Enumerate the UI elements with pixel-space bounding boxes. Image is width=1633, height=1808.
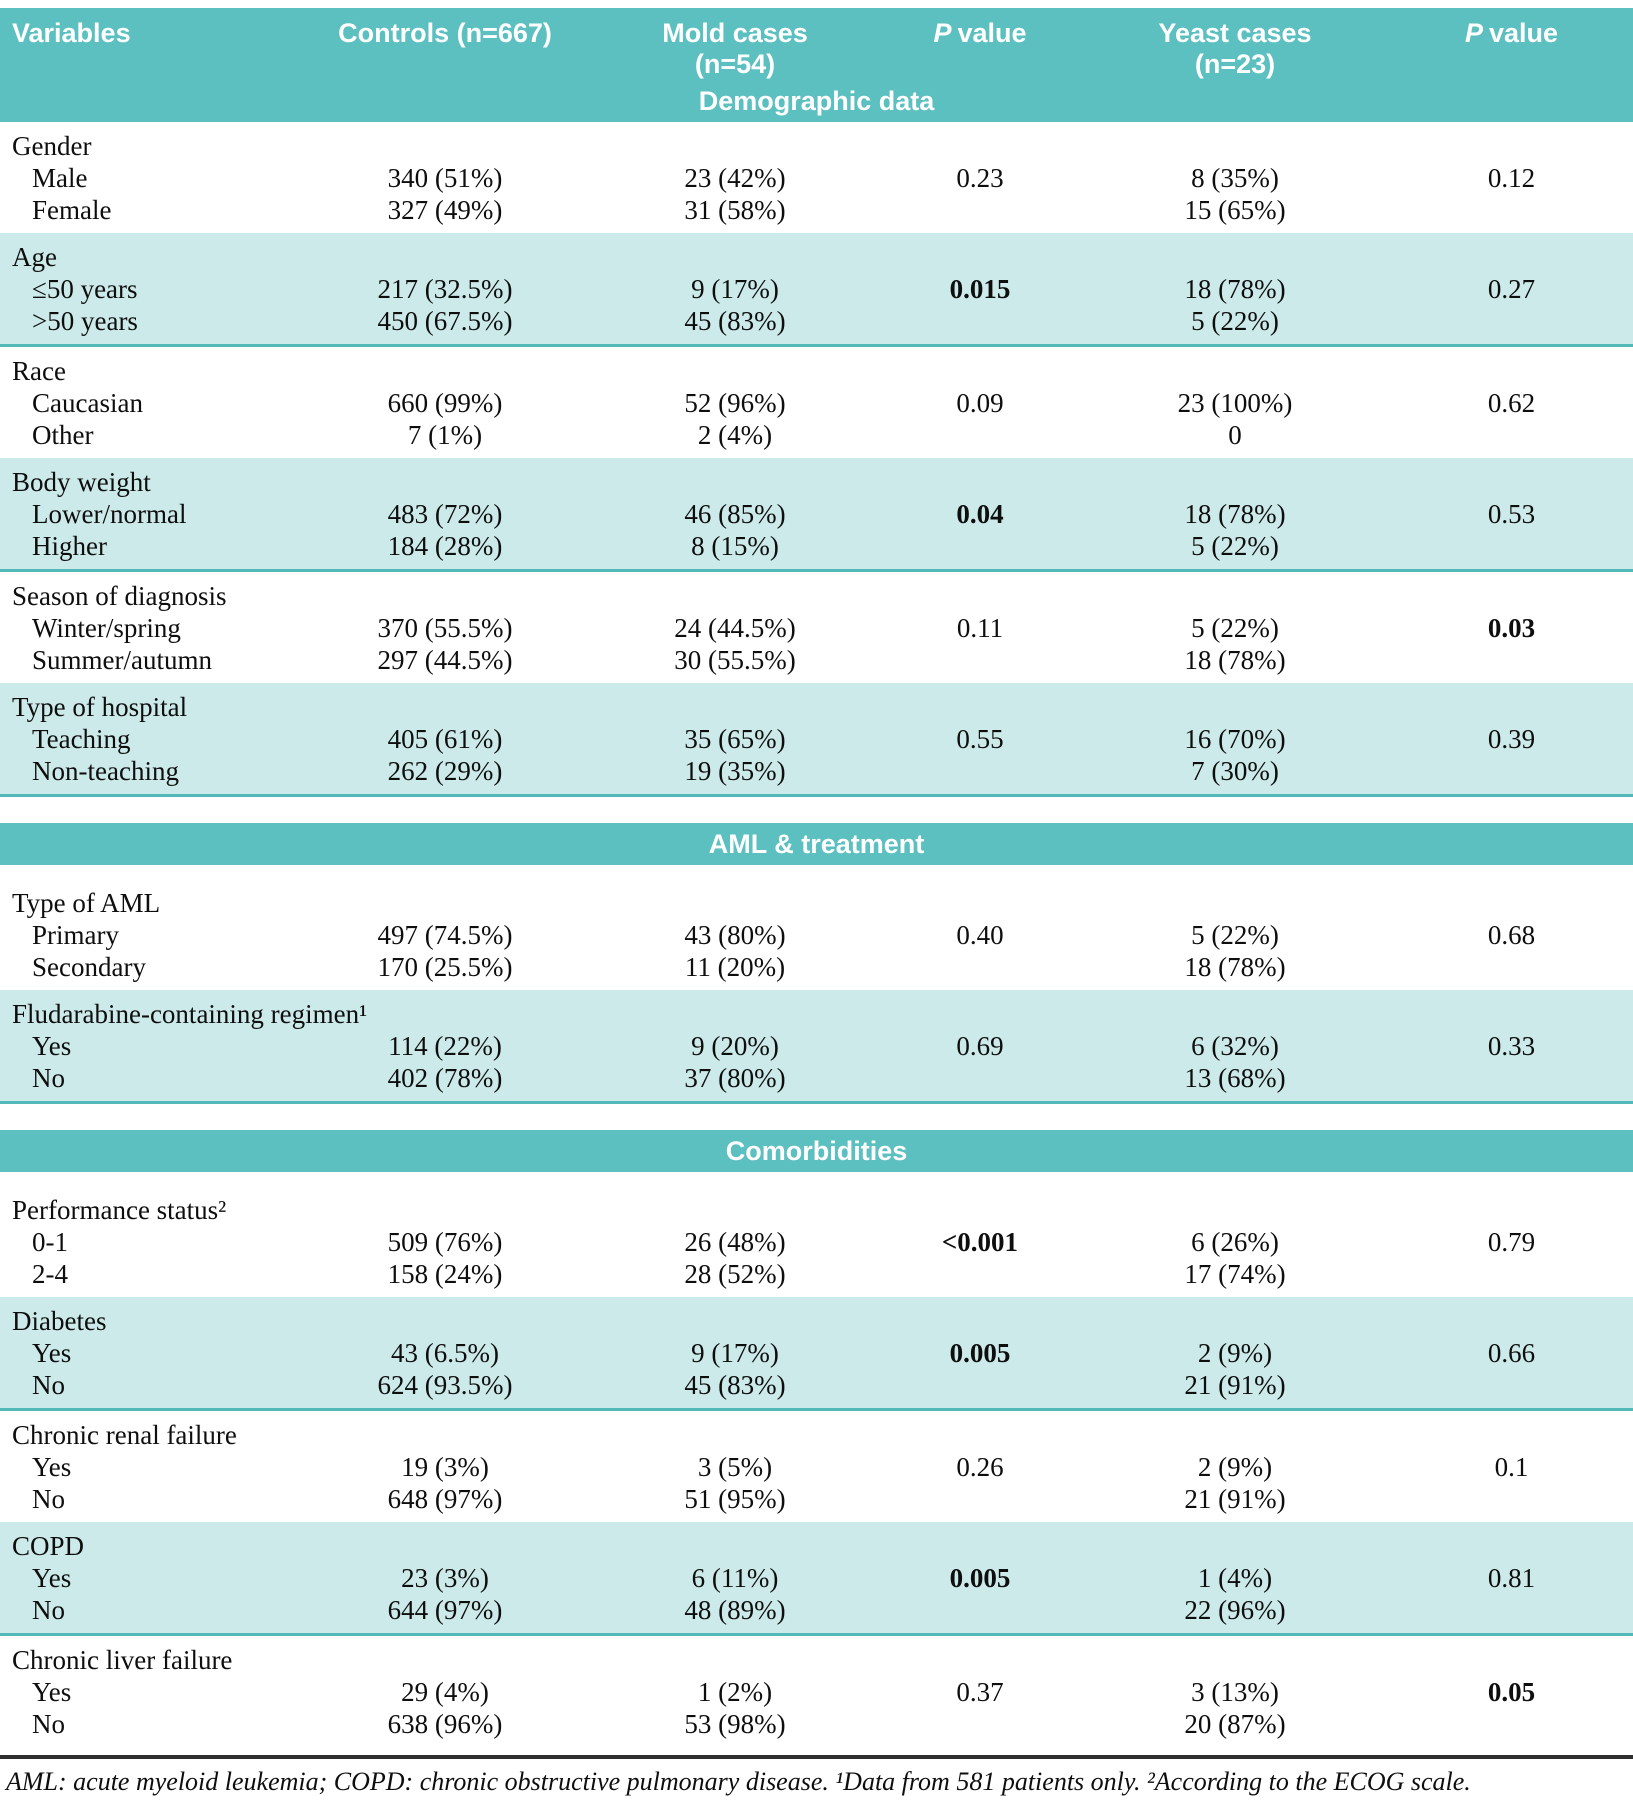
- cell-controls: 29 (4%): [401, 1677, 489, 1707]
- row-label: Male: [32, 163, 88, 193]
- cell-controls: 660 (99%): [387, 388, 503, 418]
- column-header-mold-line1: Mold cases: [662, 18, 808, 48]
- cell-yeast-cases: 3 (13%): [1191, 1677, 1279, 1707]
- row-label: >50 years: [32, 306, 138, 336]
- data-row: [0, 723, 1633, 755]
- cell-p-value-mold: 0.23: [956, 163, 1004, 193]
- cell-p-value-mold: 0.04: [956, 499, 1004, 529]
- cell-yeast-cases: 2 (9%): [1197, 1338, 1273, 1368]
- row-label: Yes: [32, 1563, 72, 1593]
- cell-mold-cases: 1 (2%): [697, 1677, 773, 1707]
- group-label: Type of hospital: [12, 692, 188, 722]
- cell-mold-cases: 9 (17%): [691, 274, 779, 304]
- cell-controls: 297 (44.5%): [377, 645, 513, 675]
- cell-yeast-cases: 2 (9%): [1197, 1452, 1273, 1482]
- data-row: [0, 1451, 1633, 1483]
- group-label: Race: [12, 356, 66, 386]
- cell-mold-cases: 19 (35%): [684, 756, 786, 786]
- group-label-row: [0, 1305, 1633, 1337]
- group-label-row: [0, 130, 1633, 162]
- group-label: Body weight: [12, 467, 151, 497]
- row-label: Other: [32, 420, 94, 450]
- data-row: [0, 194, 1633, 226]
- data-row: [0, 530, 1633, 562]
- row-label: Teaching: [32, 724, 131, 754]
- group-label-row: [0, 998, 1633, 1030]
- row-label: 0-1: [32, 1227, 68, 1257]
- data-row: [0, 162, 1633, 194]
- row-label: Primary: [32, 920, 119, 950]
- cell-controls: 184 (28%): [387, 531, 503, 561]
- data-row: [0, 1676, 1633, 1708]
- variable-group: [0, 458, 1633, 572]
- group-label-row: [0, 580, 1633, 612]
- cell-yeast-cases: 5 (22%): [1191, 920, 1279, 950]
- cell-p-value-yeast: 0.66: [1487, 1338, 1536, 1368]
- cell-yeast-cases: 0: [1228, 420, 1242, 450]
- cell-mold-cases: 28 (52%): [684, 1259, 786, 1289]
- cell-mold-cases: 24 (44.5%): [674, 613, 796, 643]
- cell-yeast-cases: 16 (70%): [1184, 724, 1286, 754]
- cell-p-value-mold: [880, 530, 1080, 562]
- row-label: Higher: [32, 531, 107, 561]
- row-label: 2-4: [32, 1259, 68, 1289]
- cell-p-value-yeast: [1390, 1708, 1633, 1740]
- cell-yeast-cases: 15 (65%): [1184, 195, 1286, 225]
- data-row: [0, 305, 1633, 337]
- group-label-row: [0, 1530, 1633, 1562]
- cell-yeast-cases: 22 (96%): [1184, 1595, 1286, 1625]
- table-header-band: [0, 8, 1633, 122]
- cell-p-value-yeast: 0.81: [1487, 1563, 1536, 1593]
- data-row: [0, 498, 1633, 530]
- cell-yeast-cases: 21 (91%): [1184, 1370, 1286, 1400]
- group-label: COPD: [12, 1531, 85, 1561]
- row-label: No: [32, 1595, 65, 1625]
- p-rest: value: [1488, 18, 1559, 48]
- column-header-mold-cases: [590, 18, 880, 80]
- cell-p-value-yeast: [1390, 305, 1633, 337]
- cell-p-value-yeast: 0.1: [1494, 1452, 1529, 1482]
- cell-yeast-cases: 18 (78%): [1184, 645, 1286, 675]
- section-title-demographic-data: Demographic data: [698, 86, 935, 116]
- cell-p-value-mold: [880, 1369, 1080, 1401]
- cell-mold-cases: 51 (95%): [684, 1484, 786, 1514]
- cell-p-value-mold: [880, 1708, 1080, 1740]
- group-label-row: [0, 1194, 1633, 1226]
- cell-p-value-mold: 0.55: [956, 724, 1004, 754]
- cell-yeast-cases: 1 (4%): [1197, 1563, 1273, 1593]
- cell-p-value-yeast: [1390, 1594, 1633, 1626]
- cell-p-value-mold: [880, 1258, 1080, 1290]
- cell-controls: 43 (6.5%): [391, 1338, 499, 1368]
- row-label: Non-teaching: [32, 756, 179, 786]
- data-row: [0, 1708, 1633, 1740]
- cell-mold-cases: 11 (20%): [684, 952, 786, 982]
- data-row: [0, 273, 1633, 305]
- section-comorbidities: [0, 1186, 1633, 1747]
- cell-yeast-cases: 8 (35%): [1191, 163, 1279, 193]
- row-label: Yes: [32, 1452, 72, 1482]
- cell-controls: 644 (97%): [387, 1595, 503, 1625]
- cell-p-value-mold: 0.005: [949, 1563, 1011, 1593]
- cell-p-value-mold: [880, 1594, 1080, 1626]
- cell-p-value-yeast: [1390, 1369, 1633, 1401]
- cell-p-value-yeast: [1390, 1483, 1633, 1515]
- cell-p-value-mold: 0.015: [949, 274, 1011, 304]
- group-label: Type of AML: [12, 888, 161, 918]
- group-label: Chronic renal failure: [12, 1420, 237, 1450]
- cell-p-value-yeast: 0.79: [1487, 1227, 1536, 1257]
- column-header-variables: Variables: [12, 18, 131, 48]
- row-label: No: [32, 1063, 65, 1093]
- row-label: Yes: [32, 1338, 72, 1368]
- cell-p-value-mold: 0.11: [956, 613, 1004, 643]
- cell-yeast-cases: 6 (32%): [1191, 1031, 1279, 1061]
- variable-group: [0, 1636, 1633, 1747]
- section-title-comorbidities: Comorbidities: [0, 1130, 1633, 1172]
- variable-group: [0, 1186, 1633, 1297]
- cell-yeast-cases: 18 (78%): [1184, 499, 1286, 529]
- variable-group: [0, 233, 1633, 347]
- section-aml-treatment: [0, 879, 1633, 1104]
- cell-mold-cases: 3 (5%): [697, 1452, 773, 1482]
- cell-mold-cases: 52 (96%): [684, 388, 786, 418]
- cell-yeast-cases: 20 (87%): [1184, 1709, 1286, 1739]
- cell-controls: 7 (1%): [407, 420, 483, 450]
- group-label-row: [0, 887, 1633, 919]
- data-row: [0, 644, 1633, 676]
- row-label: Summer/autumn: [32, 645, 212, 675]
- cell-p-value-mold: 0.37: [956, 1677, 1004, 1707]
- data-row: [0, 1030, 1633, 1062]
- cell-mold-cases: 2 (4%): [697, 420, 773, 450]
- row-label: Yes: [32, 1031, 72, 1061]
- cell-p-value-mold: <0.001: [941, 1227, 1019, 1257]
- cell-controls: 405 (61%): [387, 724, 503, 754]
- row-label: Caucasian: [32, 388, 143, 418]
- cell-controls: 170 (25.5%): [377, 952, 513, 982]
- cell-controls: 638 (96%): [387, 1709, 503, 1739]
- row-label: Female: [32, 195, 112, 225]
- cell-yeast-cases: 6 (26%): [1191, 1227, 1279, 1257]
- cell-p-value-yeast: 0.03: [1487, 613, 1536, 643]
- cell-mold-cases: 43 (80%): [684, 920, 786, 950]
- group-label: Performance status²: [12, 1195, 227, 1225]
- variable-group: [0, 990, 1633, 1104]
- cell-p-value-yeast: 0.12: [1487, 163, 1536, 193]
- cell-p-value-yeast: 0.68: [1487, 920, 1536, 950]
- cell-yeast-cases: 18 (78%): [1184, 274, 1286, 304]
- table-footnote: AML: acute myeloid leukemia; COPD: chronic obstructive pulmonary disease. ¹Data from 581 patients only. ²According to the ECOG scale.: [0, 1755, 1633, 1807]
- cell-p-value-yeast: [1390, 1258, 1633, 1290]
- data-row: [0, 1369, 1633, 1401]
- cell-yeast-cases: 13 (68%): [1184, 1063, 1286, 1093]
- cell-mold-cases: 30 (55.5%): [674, 645, 796, 675]
- cell-p-value-yeast: 0.33: [1487, 1031, 1536, 1061]
- cell-controls: 402 (78%): [387, 1063, 503, 1093]
- column-header-yeast-cases: [1080, 18, 1390, 80]
- variable-group: [0, 879, 1633, 990]
- group-label: Fludarabine-containing regimen¹: [12, 999, 368, 1029]
- row-label: Winter/spring: [32, 613, 181, 643]
- cell-p-value-mold: [880, 305, 1080, 337]
- cell-p-value-yeast: 0.53: [1487, 499, 1536, 529]
- cell-mold-cases: 31 (58%): [684, 195, 786, 225]
- group-label-row: [0, 466, 1633, 498]
- row-label: Lower/normal: [32, 499, 187, 529]
- cell-p-value-yeast: [1390, 644, 1633, 676]
- cell-p-value-mold: [880, 951, 1080, 983]
- variable-group: [0, 683, 1633, 797]
- cell-p-value-mold: [880, 1483, 1080, 1515]
- cell-p-value-mold: 0.69: [956, 1031, 1004, 1061]
- cell-mold-cases: 6 (11%): [691, 1563, 779, 1593]
- row-label: Yes: [32, 1677, 72, 1707]
- cell-p-value-yeast: 0.62: [1487, 388, 1536, 418]
- cell-controls: 450 (67.5%): [377, 306, 513, 336]
- group-label-row: [0, 355, 1633, 387]
- cell-p-value-yeast: [1390, 755, 1633, 787]
- data-row: [0, 1483, 1633, 1515]
- cell-p-value-mold: [880, 419, 1080, 451]
- section-title-aml-treatment: AML & treatment: [0, 823, 1633, 865]
- cell-mold-cases: 45 (83%): [684, 306, 786, 336]
- data-row: [0, 951, 1633, 983]
- group-label: Age: [12, 242, 57, 272]
- cell-mold-cases: 23 (42%): [684, 163, 786, 193]
- cell-controls: 509 (76%): [387, 1227, 503, 1257]
- data-row: [0, 1562, 1633, 1594]
- cell-yeast-cases: 21 (91%): [1184, 1484, 1286, 1514]
- cell-controls: 648 (97%): [387, 1484, 503, 1514]
- column-header-yeast-line2: (n=23): [1194, 49, 1276, 79]
- cell-p-value-yeast: [1390, 1062, 1633, 1094]
- cell-yeast-cases: 5 (22%): [1191, 613, 1279, 643]
- group-label-row: [0, 691, 1633, 723]
- column-header-p-value-mold: [880, 18, 1080, 80]
- cell-controls: 340 (51%): [387, 163, 503, 193]
- data-row: [0, 1258, 1633, 1290]
- row-label: No: [32, 1709, 65, 1739]
- section-demographic-data: [0, 122, 1633, 797]
- cell-yeast-cases: 7 (30%): [1191, 756, 1279, 786]
- cell-controls: 370 (55.5%): [377, 613, 513, 643]
- row-label: No: [32, 1484, 65, 1514]
- cell-p-value-yeast: [1390, 194, 1633, 226]
- data-row: [0, 387, 1633, 419]
- cell-yeast-cases: 18 (78%): [1184, 952, 1286, 982]
- data-row: [0, 1594, 1633, 1626]
- cell-mold-cases: 53 (98%): [684, 1709, 786, 1739]
- cell-controls: 624 (93.5%): [377, 1370, 513, 1400]
- p-rest: value: [957, 18, 1027, 48]
- p-italic: P: [933, 18, 952, 48]
- variable-group: [0, 1411, 1633, 1522]
- cell-p-value-yeast: [1390, 951, 1633, 983]
- cell-controls: 497 (74.5%): [377, 920, 513, 950]
- cell-controls: 19 (3%): [401, 1452, 489, 1482]
- data-row: [0, 419, 1633, 451]
- cell-p-value-mold: [880, 644, 1080, 676]
- cell-yeast-cases: 5 (22%): [1191, 531, 1279, 561]
- cell-p-value-mold: [880, 755, 1080, 787]
- column-header-controls: Controls (n=667): [338, 18, 552, 48]
- cell-p-value-mold: [880, 194, 1080, 226]
- cell-p-value-yeast: [1390, 419, 1633, 451]
- cell-controls: 114 (22%): [388, 1031, 502, 1061]
- cell-mold-cases: 37 (80%): [684, 1063, 786, 1093]
- cell-p-value-yeast: [1390, 530, 1633, 562]
- cell-p-value-mold: [880, 1062, 1080, 1094]
- group-label: Diabetes: [12, 1306, 107, 1336]
- cell-controls: 217 (32.5%): [377, 274, 513, 304]
- column-header-p-value-yeast: [1390, 18, 1633, 80]
- row-label: Secondary: [32, 952, 146, 982]
- cell-p-value-yeast: 0.05: [1487, 1677, 1536, 1707]
- data-row: [0, 1226, 1633, 1258]
- cell-controls: 23 (3%): [401, 1563, 489, 1593]
- cell-controls: 262 (29%): [387, 756, 503, 786]
- column-header-yeast-line1: Yeast cases: [1158, 18, 1312, 48]
- variable-group: [0, 122, 1633, 233]
- data-row: [0, 919, 1633, 951]
- data-row: [0, 1337, 1633, 1369]
- data-row: [0, 612, 1633, 644]
- cell-mold-cases: 26 (48%): [684, 1227, 786, 1257]
- cell-yeast-cases: 17 (74%): [1184, 1259, 1286, 1289]
- variable-group: [0, 1297, 1633, 1411]
- cell-mold-cases: 46 (85%): [684, 499, 786, 529]
- cell-mold-cases: 9 (20%): [691, 1031, 779, 1061]
- cell-p-value-yeast: 0.39: [1487, 724, 1536, 754]
- group-label: Gender: [12, 131, 92, 161]
- cell-p-value-mold: 0.40: [956, 920, 1004, 950]
- cell-controls: 158 (24%): [387, 1259, 503, 1289]
- cell-mold-cases: 45 (83%): [684, 1370, 786, 1400]
- column-header-mold-line2: (n=54): [694, 49, 776, 79]
- variable-group: [0, 572, 1633, 683]
- group-label-row: [0, 241, 1633, 273]
- variable-group: [0, 1522, 1633, 1636]
- cell-yeast-cases: 5 (22%): [1191, 306, 1279, 336]
- cell-p-value-mold: 0.26: [956, 1452, 1004, 1482]
- cell-p-value-mold: 0.09: [956, 388, 1004, 418]
- data-row: [0, 755, 1633, 787]
- group-label-row: [0, 1419, 1633, 1451]
- cell-yeast-cases: 23 (100%): [1177, 388, 1293, 418]
- cell-controls: 483 (72%): [387, 499, 503, 529]
- variable-group: [0, 347, 1633, 458]
- cell-mold-cases: 35 (65%): [684, 724, 786, 754]
- cell-mold-cases: 8 (15%): [691, 531, 779, 561]
- group-label-row: [0, 1644, 1633, 1676]
- data-row: [0, 1062, 1633, 1094]
- row-label: ≤50 years: [32, 274, 138, 304]
- cell-mold-cases: 9 (17%): [691, 1338, 779, 1368]
- p-italic: P: [1464, 18, 1483, 48]
- cell-mold-cases: 48 (89%): [684, 1595, 786, 1625]
- row-label: No: [32, 1370, 65, 1400]
- cell-p-value-mold: 0.005: [949, 1338, 1011, 1368]
- group-label: Season of diagnosis: [12, 581, 227, 611]
- cell-controls: 327 (49%): [387, 195, 503, 225]
- column-header-row: [0, 18, 1633, 80]
- cell-p-value-yeast: 0.27: [1487, 274, 1536, 304]
- group-label: Chronic liver failure: [12, 1645, 233, 1675]
